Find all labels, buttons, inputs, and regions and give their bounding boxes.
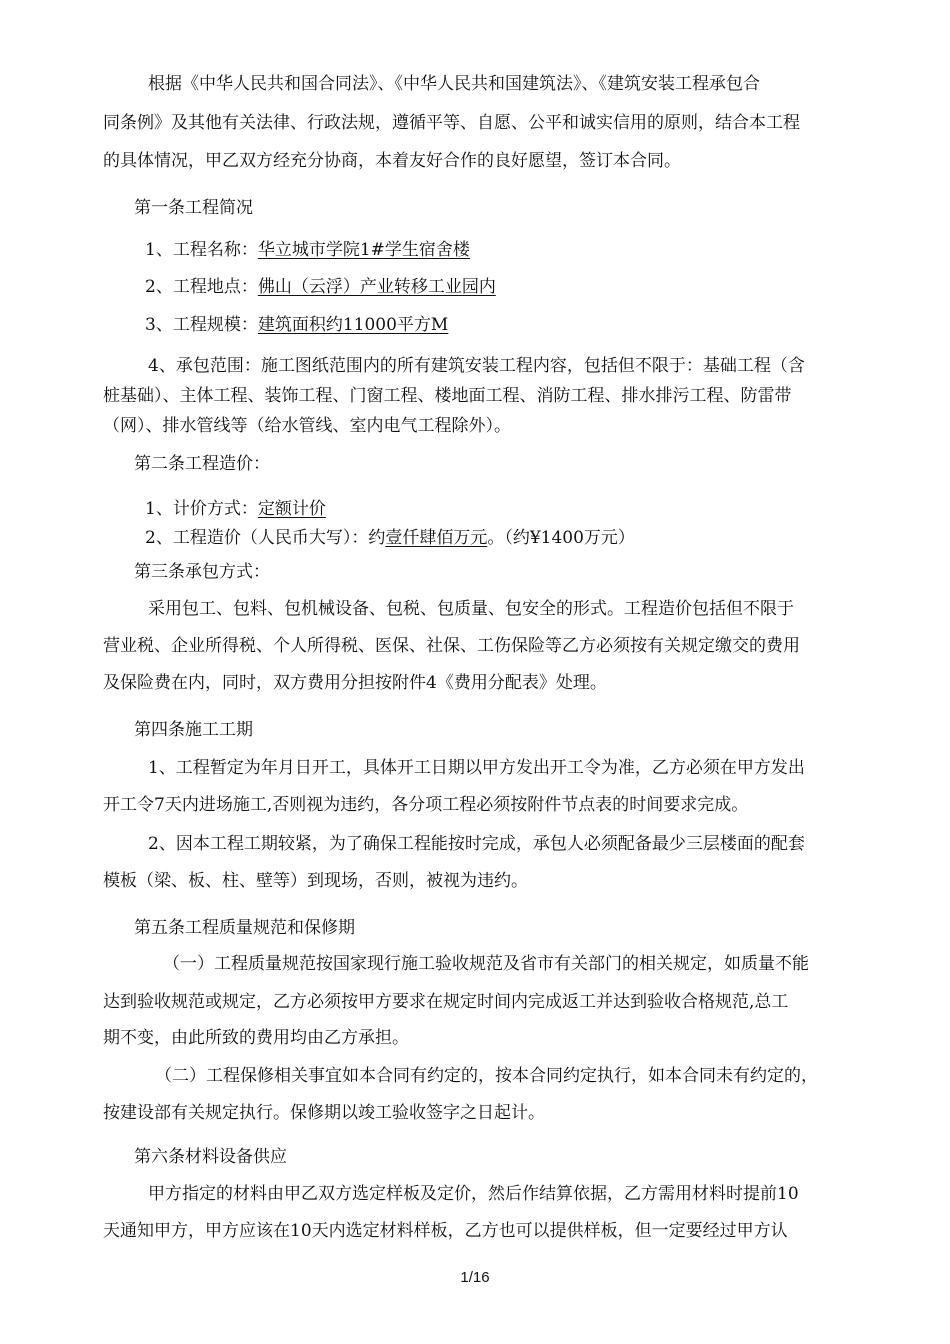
contract-price-row [0,526,950,550]
contract-price-label: 2、工程造价（人民币大写）：约 [145,528,386,548]
article-4-line-1: 1、工程暂定为年月日开工，具体开工日期以甲方发出开工令为准，乙方必须在甲方发出 [148,758,805,778]
article-6-line-1: 甲方指定的材料由甲乙双方选定样板及定价，然后作结算依据，乙方需用材料时提前10 [148,1184,799,1204]
article-4-line-4: 模板（梁、板、柱、壁等）到现场，否则，被视为违约。 [103,871,528,891]
article-4-line-2: 开工令7天内进场施工,否则视为违约，各分项工程必须按附件节点表的时间要求完成。 [103,795,749,815]
article-5-heading: 第五条工程质量规范和保修期 [134,918,355,938]
article-4-line-3: 2、因本工程工期较紧，为了确保工程能按时完成，承包人必须配备最少三层楼面的配套 [148,834,805,854]
article-5-line-1: （一）工程质量规范按国家现行施工验收规范及省市有关部门的相关规定，如质量不能 [163,954,809,974]
intro-line-3: 的具体情况，甲乙双方经充分协商，本着友好合作的良好愿望，签订本合同。 [103,151,681,171]
contract-price-suffix: 。（约¥1400万元） [487,528,635,548]
project-site-value: 佛山（云浮）产业转移工业园内 [257,277,496,297]
pricing-method-label: 1、计价方式： [145,499,258,519]
project-site-row [0,275,950,299]
article-1-heading: 第一条工程简况 [134,198,253,218]
article-5-line-5: 按建设部有关规定执行。保修期以竣工验收签字之日起计。 [103,1103,545,1123]
article-6-line-2: 天通知甲方，甲方应该在10天内选定材料样板，乙方也可以提供样板，但一定要经过甲方认 [103,1221,788,1241]
scope-line-2: 桩基础）、主体工程、装饰工程、门窗工程、楼地面工程、消防工程、排水排污工程、防雷带 [103,386,792,406]
article-2-heading: 第二条工程造价： [134,454,270,474]
article-3-line-1: 采用包工、包料、包机械设备、包税、包质量、包安全的形式。工程造价包括但不限于 [148,599,794,619]
article-4-heading: 第四条施工工期 [134,720,253,740]
article-3-line-2: 营业税、企业所得税、个人所得税、医保、社保、工伤保险等乙方必须按有关规定缴交的费用 [103,636,800,656]
intro-line-2: 同条例》及其他有关法律、行政法规，遵循平等、自愿、公平和诚实信用的原则，结合本工程 [103,113,800,133]
page-number: 1/16 [460,1269,490,1286]
intro-line-1: 根据《中华人民共和国合同法》、《中华人民共和国建筑法》、《建筑安装工程承包合 [148,74,760,94]
article-6-heading: 第六条材料设备供应 [134,1147,287,1167]
article-5-line-3: 期不变，由此所致的费用均由乙方承担。 [103,1028,409,1048]
project-scale-label: 3、工程规模： [145,315,258,335]
article-5-line-4: （二）工程保修相关事宜如本合同有约定的，按本合同约定执行，如本合同未有约定的， [155,1066,818,1086]
contract-price-value: 壹仟肆佰万元 [385,528,488,548]
pricing-method-row [0,497,950,521]
project-scale-value: 建筑面积约11000平方M [257,315,449,335]
project-name-label: 1、工程名称： [145,240,258,260]
project-scale-row [0,313,950,337]
article-5-line-2: 达到验收规范或规定，乙方必须按甲方要求在规定时间内完成返工并达到验收合格规范,总工 [103,992,789,1012]
project-name-row [0,238,950,262]
article-3-line-3: 及保险费在内，同时，双方费用分担按附件4《费用分配表》处理。 [103,673,607,693]
scope-line-1: 4、承包范围：施工图纸范围内的所有建筑安装工程内容，包括但不限于：基础工程（含 [148,356,805,376]
scope-line-3: （网）、排水管线等（给水管线、室内电气工程除外）。 [103,416,511,436]
pricing-method-value: 定额计价 [257,499,326,519]
project-name-value: 华立城市学院1#学生宿舍楼 [257,240,470,260]
project-site-label: 2、工程地点： [145,277,258,297]
article-3-heading: 第三条承包方式： [134,562,270,582]
